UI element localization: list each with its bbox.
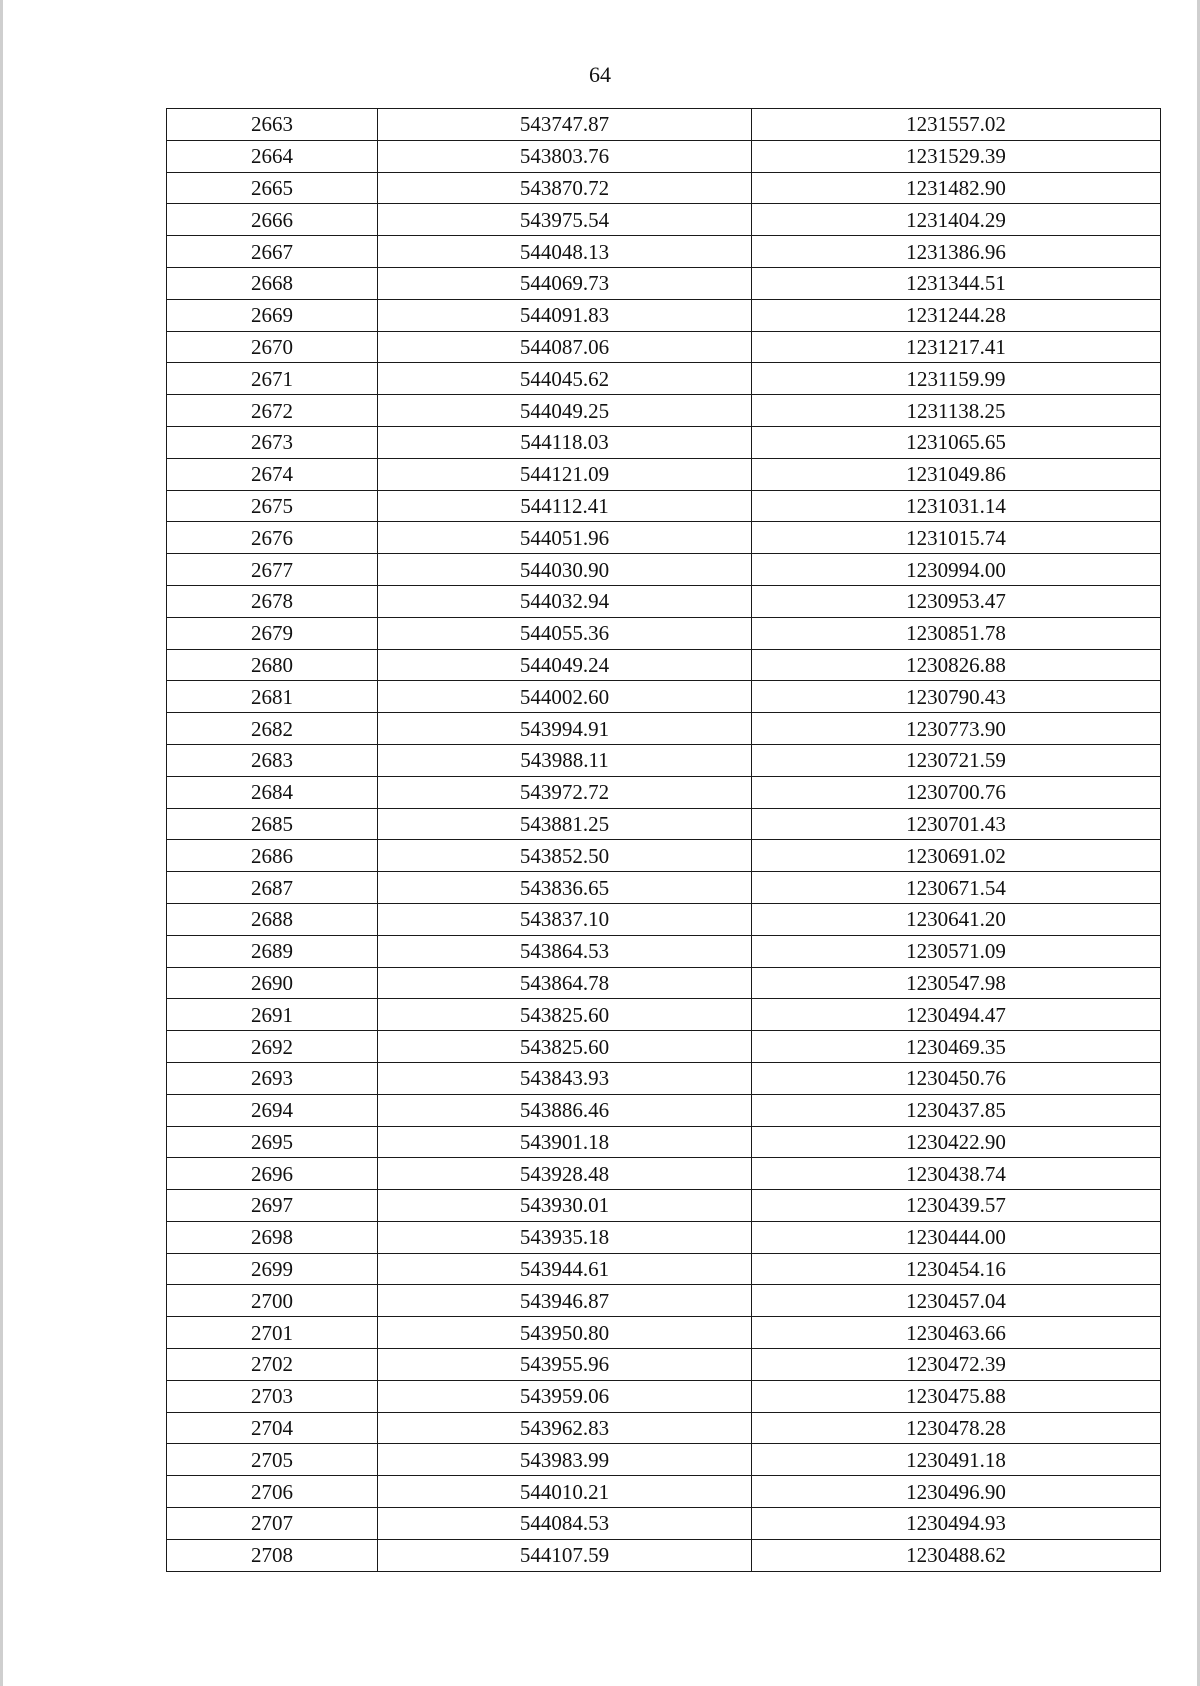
point-number-cell: 2700 bbox=[167, 1285, 378, 1317]
y-coordinate-cell: 1230494.93 bbox=[752, 1508, 1161, 1540]
y-coordinate-cell: 1231244.28 bbox=[752, 299, 1161, 331]
y-coordinate-cell: 1231217.41 bbox=[752, 331, 1161, 363]
x-coordinate-cell: 543930.01 bbox=[378, 1190, 752, 1222]
x-coordinate-cell: 544112.41 bbox=[378, 490, 752, 522]
point-number-cell: 2663 bbox=[167, 109, 378, 141]
point-number-cell: 2704 bbox=[167, 1412, 378, 1444]
x-coordinate-cell: 543803.76 bbox=[378, 140, 752, 172]
y-coordinate-cell: 1230438.74 bbox=[752, 1158, 1161, 1190]
x-coordinate-cell: 543988.11 bbox=[378, 744, 752, 776]
y-coordinate-cell: 1230491.18 bbox=[752, 1444, 1161, 1476]
table-row bbox=[167, 808, 1161, 840]
y-coordinate-cell: 1231344.51 bbox=[752, 267, 1161, 299]
table-row bbox=[167, 967, 1161, 999]
x-coordinate-cell: 543944.61 bbox=[378, 1253, 752, 1285]
table-row bbox=[167, 172, 1161, 204]
y-coordinate-cell: 1231065.65 bbox=[752, 426, 1161, 458]
point-number-cell: 2669 bbox=[167, 299, 378, 331]
y-coordinate-cell: 1230701.43 bbox=[752, 808, 1161, 840]
point-number-cell: 2665 bbox=[167, 172, 378, 204]
point-number-cell: 2679 bbox=[167, 617, 378, 649]
point-number-cell: 2667 bbox=[167, 236, 378, 268]
x-coordinate-cell: 543935.18 bbox=[378, 1221, 752, 1253]
table-row bbox=[167, 426, 1161, 458]
point-number-cell: 2674 bbox=[167, 458, 378, 490]
point-number-cell: 2690 bbox=[167, 967, 378, 999]
point-number-cell: 2697 bbox=[167, 1190, 378, 1222]
x-coordinate-cell: 543975.54 bbox=[378, 204, 752, 236]
point-number-cell: 2693 bbox=[167, 1062, 378, 1094]
x-coordinate-cell: 544069.73 bbox=[378, 267, 752, 299]
y-coordinate-cell: 1231404.29 bbox=[752, 204, 1161, 236]
table-row bbox=[167, 1476, 1161, 1508]
point-number-cell: 2706 bbox=[167, 1476, 378, 1508]
point-number-cell: 2696 bbox=[167, 1158, 378, 1190]
x-coordinate-cell: 543870.72 bbox=[378, 172, 752, 204]
table-row bbox=[167, 1349, 1161, 1381]
x-coordinate-cell: 544051.96 bbox=[378, 522, 752, 554]
point-number-cell: 2702 bbox=[167, 1349, 378, 1381]
table-row bbox=[167, 713, 1161, 745]
point-number-cell: 2695 bbox=[167, 1126, 378, 1158]
point-number-cell: 2708 bbox=[167, 1539, 378, 1571]
point-number-cell: 2686 bbox=[167, 840, 378, 872]
point-number-cell: 2692 bbox=[167, 1031, 378, 1063]
table-row bbox=[167, 585, 1161, 617]
point-number-cell: 2701 bbox=[167, 1317, 378, 1349]
x-coordinate-cell: 544032.94 bbox=[378, 585, 752, 617]
point-number-cell: 2684 bbox=[167, 776, 378, 808]
table-row bbox=[167, 776, 1161, 808]
point-number-cell: 2699 bbox=[167, 1253, 378, 1285]
table-row bbox=[167, 1158, 1161, 1190]
point-number-cell: 2672 bbox=[167, 395, 378, 427]
y-coordinate-cell: 1230437.85 bbox=[752, 1094, 1161, 1126]
point-number-cell: 2703 bbox=[167, 1380, 378, 1412]
y-coordinate-cell: 1230496.90 bbox=[752, 1476, 1161, 1508]
x-coordinate-cell: 543959.06 bbox=[378, 1380, 752, 1412]
x-coordinate-cell: 543886.46 bbox=[378, 1094, 752, 1126]
x-coordinate-cell: 544045.62 bbox=[378, 363, 752, 395]
x-coordinate-cell: 543864.78 bbox=[378, 967, 752, 999]
table-row bbox=[167, 1380, 1161, 1412]
y-coordinate-cell: 1231031.14 bbox=[752, 490, 1161, 522]
table-row bbox=[167, 331, 1161, 363]
point-number-cell: 2707 bbox=[167, 1508, 378, 1540]
point-number-cell: 2682 bbox=[167, 713, 378, 745]
point-number-cell: 2675 bbox=[167, 490, 378, 522]
y-coordinate-cell: 1231482.90 bbox=[752, 172, 1161, 204]
x-coordinate-cell: 544010.21 bbox=[378, 1476, 752, 1508]
table-row bbox=[167, 903, 1161, 935]
x-coordinate-cell: 543837.10 bbox=[378, 903, 752, 935]
x-coordinate-cell: 544055.36 bbox=[378, 617, 752, 649]
x-coordinate-cell: 543994.91 bbox=[378, 713, 752, 745]
y-coordinate-cell: 1231159.99 bbox=[752, 363, 1161, 395]
x-coordinate-cell: 543747.87 bbox=[378, 109, 752, 141]
page-number: 64 bbox=[589, 62, 611, 87]
table-row bbox=[167, 1094, 1161, 1126]
table-row bbox=[167, 204, 1161, 236]
x-coordinate-cell: 543950.80 bbox=[378, 1317, 752, 1349]
y-coordinate-cell: 1230671.54 bbox=[752, 872, 1161, 904]
y-coordinate-cell: 1230478.28 bbox=[752, 1412, 1161, 1444]
point-number-cell: 2688 bbox=[167, 903, 378, 935]
x-coordinate-cell: 543825.60 bbox=[378, 1031, 752, 1063]
table-row bbox=[167, 140, 1161, 172]
y-coordinate-cell: 1230475.88 bbox=[752, 1380, 1161, 1412]
y-coordinate-cell: 1230790.43 bbox=[752, 681, 1161, 713]
x-coordinate-cell: 544048.13 bbox=[378, 236, 752, 268]
table-row bbox=[167, 744, 1161, 776]
y-coordinate-cell: 1230547.98 bbox=[752, 967, 1161, 999]
y-coordinate-cell: 1230469.35 bbox=[752, 1031, 1161, 1063]
point-number-cell: 2689 bbox=[167, 935, 378, 967]
table-row bbox=[167, 554, 1161, 586]
point-number-cell: 2676 bbox=[167, 522, 378, 554]
y-coordinate-cell: 1230463.66 bbox=[752, 1317, 1161, 1349]
table-row bbox=[167, 840, 1161, 872]
x-coordinate-cell: 543946.87 bbox=[378, 1285, 752, 1317]
table-row bbox=[167, 267, 1161, 299]
x-coordinate-cell: 544087.06 bbox=[378, 331, 752, 363]
x-coordinate-cell: 544118.03 bbox=[378, 426, 752, 458]
point-number-cell: 2694 bbox=[167, 1094, 378, 1126]
point-number-cell: 2680 bbox=[167, 649, 378, 681]
y-coordinate-cell: 1230494.47 bbox=[752, 999, 1161, 1031]
y-coordinate-cell: 1231529.39 bbox=[752, 140, 1161, 172]
point-number-cell: 2673 bbox=[167, 426, 378, 458]
point-number-cell: 2677 bbox=[167, 554, 378, 586]
x-coordinate-cell: 544049.25 bbox=[378, 395, 752, 427]
x-coordinate-cell: 543852.50 bbox=[378, 840, 752, 872]
point-number-cell: 2664 bbox=[167, 140, 378, 172]
x-coordinate-cell: 544002.60 bbox=[378, 681, 752, 713]
table-row bbox=[167, 109, 1161, 141]
table-row bbox=[167, 1508, 1161, 1540]
table-row bbox=[167, 1221, 1161, 1253]
x-coordinate-cell: 544084.53 bbox=[378, 1508, 752, 1540]
table-row bbox=[167, 649, 1161, 681]
point-number-cell: 2671 bbox=[167, 363, 378, 395]
point-number-cell: 2687 bbox=[167, 872, 378, 904]
y-coordinate-cell: 1231015.74 bbox=[752, 522, 1161, 554]
table-row bbox=[167, 617, 1161, 649]
y-coordinate-cell: 1230851.78 bbox=[752, 617, 1161, 649]
x-coordinate-cell: 543928.48 bbox=[378, 1158, 752, 1190]
x-coordinate-cell: 544121.09 bbox=[378, 458, 752, 490]
x-coordinate-cell: 543972.72 bbox=[378, 776, 752, 808]
coordinates-table-body bbox=[167, 109, 1161, 1572]
y-coordinate-cell: 1230422.90 bbox=[752, 1126, 1161, 1158]
y-coordinate-cell: 1230488.62 bbox=[752, 1539, 1161, 1571]
table-row bbox=[167, 1444, 1161, 1476]
y-coordinate-cell: 1230450.76 bbox=[752, 1062, 1161, 1094]
y-coordinate-cell: 1231138.25 bbox=[752, 395, 1161, 427]
coordinates-table bbox=[166, 108, 1161, 1572]
point-number-cell: 2683 bbox=[167, 744, 378, 776]
table-row bbox=[167, 681, 1161, 713]
table-row bbox=[167, 1285, 1161, 1317]
table-row bbox=[167, 363, 1161, 395]
y-coordinate-cell: 1230472.39 bbox=[752, 1349, 1161, 1381]
point-number-cell: 2691 bbox=[167, 999, 378, 1031]
y-coordinate-cell: 1230773.90 bbox=[752, 713, 1161, 745]
y-coordinate-cell: 1230641.20 bbox=[752, 903, 1161, 935]
table-row bbox=[167, 999, 1161, 1031]
point-number-cell: 2705 bbox=[167, 1444, 378, 1476]
x-coordinate-cell: 543962.83 bbox=[378, 1412, 752, 1444]
table-row bbox=[167, 522, 1161, 554]
table-row bbox=[167, 1126, 1161, 1158]
y-coordinate-cell: 1230700.76 bbox=[752, 776, 1161, 808]
table-row bbox=[167, 1412, 1161, 1444]
x-coordinate-cell: 544091.83 bbox=[378, 299, 752, 331]
table-row bbox=[167, 1317, 1161, 1349]
point-number-cell: 2666 bbox=[167, 204, 378, 236]
table-row bbox=[167, 1190, 1161, 1222]
point-number-cell: 2678 bbox=[167, 585, 378, 617]
x-coordinate-cell: 543955.96 bbox=[378, 1349, 752, 1381]
y-coordinate-cell: 1230953.47 bbox=[752, 585, 1161, 617]
table-row bbox=[167, 458, 1161, 490]
x-coordinate-cell: 543864.53 bbox=[378, 935, 752, 967]
y-coordinate-cell: 1230571.09 bbox=[752, 935, 1161, 967]
x-coordinate-cell: 543836.65 bbox=[378, 872, 752, 904]
point-number-cell: 2670 bbox=[167, 331, 378, 363]
y-coordinate-cell: 1230454.16 bbox=[752, 1253, 1161, 1285]
x-coordinate-cell: 544049.24 bbox=[378, 649, 752, 681]
table-row bbox=[167, 490, 1161, 522]
point-number-cell: 2668 bbox=[167, 267, 378, 299]
y-coordinate-cell: 1231049.86 bbox=[752, 458, 1161, 490]
y-coordinate-cell: 1231386.96 bbox=[752, 236, 1161, 268]
x-coordinate-cell: 543983.99 bbox=[378, 1444, 752, 1476]
y-coordinate-cell: 1231557.02 bbox=[752, 109, 1161, 141]
y-coordinate-cell: 1230721.59 bbox=[752, 744, 1161, 776]
y-coordinate-cell: 1230439.57 bbox=[752, 1190, 1161, 1222]
table-row bbox=[167, 1062, 1161, 1094]
table-row bbox=[167, 395, 1161, 427]
table-row bbox=[167, 872, 1161, 904]
x-coordinate-cell: 544030.90 bbox=[378, 554, 752, 586]
y-coordinate-cell: 1230691.02 bbox=[752, 840, 1161, 872]
y-coordinate-cell: 1230826.88 bbox=[752, 649, 1161, 681]
x-coordinate-cell: 543825.60 bbox=[378, 999, 752, 1031]
table-row bbox=[167, 1031, 1161, 1063]
table-row bbox=[167, 1253, 1161, 1285]
table-row bbox=[167, 299, 1161, 331]
x-coordinate-cell: 543881.25 bbox=[378, 808, 752, 840]
y-coordinate-cell: 1230444.00 bbox=[752, 1221, 1161, 1253]
point-number-cell: 2698 bbox=[167, 1221, 378, 1253]
page-edge-left bbox=[0, 0, 3, 1686]
point-number-cell: 2685 bbox=[167, 808, 378, 840]
y-coordinate-cell: 1230994.00 bbox=[752, 554, 1161, 586]
x-coordinate-cell: 543901.18 bbox=[378, 1126, 752, 1158]
y-coordinate-cell: 1230457.04 bbox=[752, 1285, 1161, 1317]
x-coordinate-cell: 544107.59 bbox=[378, 1539, 752, 1571]
point-number-cell: 2681 bbox=[167, 681, 378, 713]
x-coordinate-cell: 543843.93 bbox=[378, 1062, 752, 1094]
table-row bbox=[167, 236, 1161, 268]
table-row bbox=[167, 935, 1161, 967]
table-row bbox=[167, 1539, 1161, 1571]
